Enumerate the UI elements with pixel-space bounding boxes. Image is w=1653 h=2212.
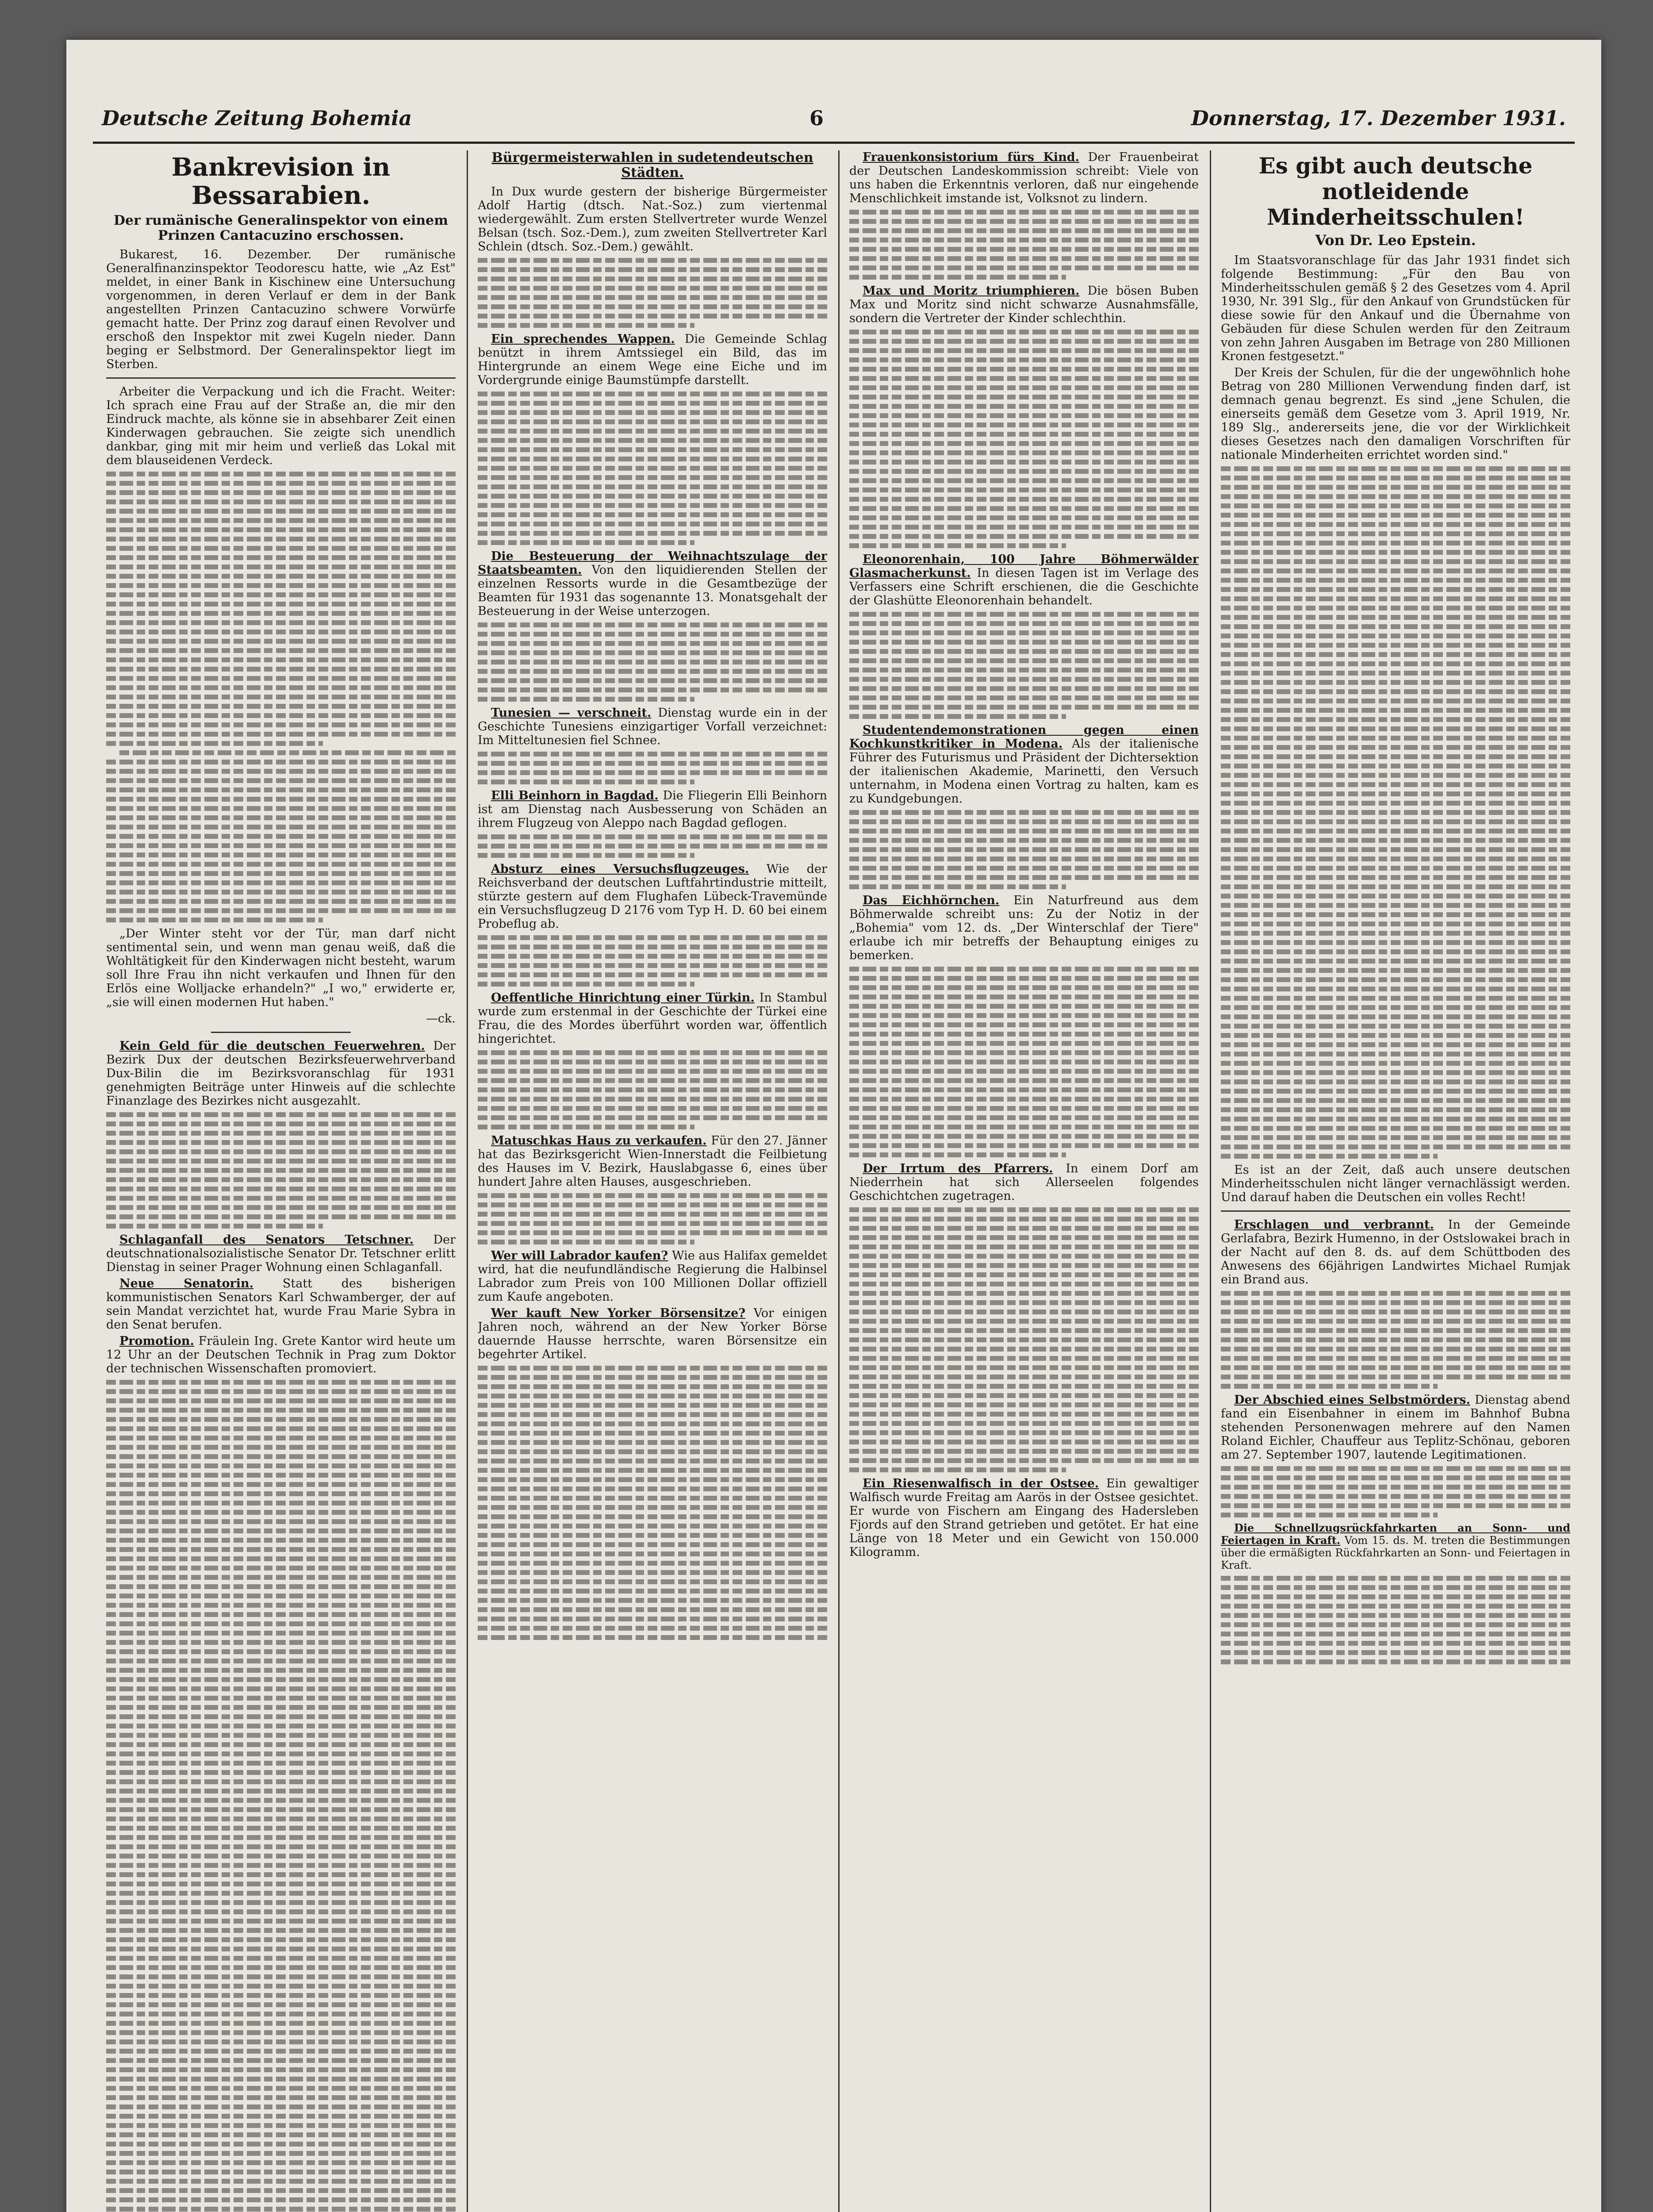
item-erschlagen bbox=[1221, 1218, 1570, 1286]
illegible-text-block bbox=[478, 392, 827, 545]
article-paragraph: In Dux wurde gestern der bisherige Bürgermeister Adolf Hartig (dtsch. Nat.-Soz.) zum viertenmal wiedergewählt. Zum ersten Stellvertreter wurde Wenzel Belsan (tsch. Soz.-Dem.), zum zweiten Stellvertreter Karl Schlein (dtsch. Soz.-Dem.) gewählt. bbox=[478, 185, 827, 253]
running-head bbox=[93, 106, 1575, 137]
illegible-text-block bbox=[478, 1193, 827, 1244]
item-text: Von den liquidierenden Stellen der einzelnen Ressorts wurde in die Gesamtbezüge der Beamten für 1931 das sogenannte 13. Monatsgehalt der Besteuerung in der Weise unterzogen. bbox=[478, 563, 827, 618]
item-heading: Erschlagen und verbrannt. bbox=[1234, 1218, 1434, 1232]
illegible-text-block bbox=[478, 1050, 827, 1129]
column-divider bbox=[1210, 150, 1211, 2212]
item-text: Als der italienische Führer des Futurismus und Präsident der Dichtersektion der italienischen Akademie, Marinetti, den Versuch unternahm, in Modena einen Vortrag zu halten, kam es zu Kundgebungen. bbox=[849, 737, 1199, 806]
item-text: Der Bezirk Dux der deutschen Bezirksfeuerwehrverband Dux-Bilin die im Bezirksvoranschlag für 1931 genehmigten Beiträge unter Hinweis auf die schlechte Finanzlage des Bezirkes nicht ausgezahlt. bbox=[106, 1039, 456, 1108]
item-hinrichtung bbox=[478, 991, 827, 1046]
item-feuerwehren bbox=[106, 1039, 456, 1108]
illegible-text-block bbox=[478, 1366, 827, 1640]
article-deck: Der rumänische Generalinspektor von einem Prinzen Cantacuzino erschossen. bbox=[114, 213, 448, 243]
article-divider bbox=[1221, 1210, 1570, 1212]
item-heading: Die Schnellzugsrückfahrkarten an Sonn- und Feiertagen in Kraft. bbox=[1221, 1521, 1570, 1547]
article-buergermeister bbox=[478, 150, 827, 328]
article-paragraph: Es ist an der Zeit, daß auch unsere deutschen Minderheitsschulen nicht länger vernachlässigt werden. Und darauf haben die Deutschen ein volles Recht! bbox=[1221, 1163, 1570, 1204]
article-byline: Von Dr. Leo Epstein. bbox=[1315, 232, 1476, 249]
item-text: Vom 15. ds. M. treten die Bestimmungen über die ermäßigten Rückfahrkarten an Sonn- und Feiertagen in Kraft. bbox=[1221, 1534, 1570, 1571]
item-heading: Neue Senatorin. bbox=[119, 1277, 254, 1290]
issue-date: Donnerstag, 17. Dezember 1931. bbox=[1191, 106, 1566, 130]
item-wappen bbox=[478, 332, 827, 387]
item-heading: Kein Geld für die deutschen Feuerwehren. bbox=[119, 1039, 425, 1053]
item-heading: Ein Riesenwalfisch in der Ostsee. bbox=[863, 1477, 1099, 1490]
newspaper-name: Deutsche Zeitung Bohemia bbox=[102, 106, 412, 130]
item-frauenrat bbox=[849, 150, 1199, 205]
column-3 bbox=[849, 150, 1199, 2212]
column-divider bbox=[467, 150, 468, 2212]
item-boersensitz bbox=[478, 1306, 827, 1361]
article-title: Bürgermeisterwahlen in sudetendeutschen Städten. bbox=[491, 150, 813, 180]
item-heading: Promotion. bbox=[119, 1334, 194, 1348]
item-beinhorn bbox=[478, 789, 827, 830]
item-text: In der Gemeinde Gerlafabra, Bezirk Humenno, in der Ostslowakei brach in der Nacht auf den 8. ds. auf dem Schüttboden des Anwesens des 66jährigen Landwirtes Michael Rumjak ein Brand aus. bbox=[1221, 1218, 1570, 1286]
item-studenten bbox=[849, 723, 1199, 806]
item-text: Ein Naturfreund aus dem Böhmerwalde schreibt uns: Zu der Notiz in der „Bohemia" vom 12. ds. „Der Winterschlaf der Tiere" erlaube ich mir betreffs der Behauptung einiges zu bemerken. bbox=[849, 894, 1199, 962]
illegible-text-block bbox=[1221, 466, 1570, 1159]
item-matuschka bbox=[478, 1134, 827, 1189]
item-heading: Studentendemonstrationen gegen einen Kochkunstkritiker in Modena. bbox=[849, 723, 1199, 751]
item-text: In einem Dorf am Niederrhein hat sich Allerseelen folgendes Geschichtchen zugetragen. bbox=[849, 1162, 1199, 1203]
item-text: Fräulein Ing. Grete Kantor wird heute um 12 Uhr an der Deutschen Technik in Prag zum Doktor der technischen Wissenschaften promoviert. bbox=[106, 1334, 456, 1375]
article-title: Bankrevision in Bessarabien. bbox=[171, 153, 391, 210]
article-paragraph: „Der Winter steht vor der Tür, man darf nicht sentimental sein, und wenn man genau weiß, daß die Wohltätigkeit für den Kinderwagen nicht besteht, warum soll Ihre Frau ihn nicht verkaufen und Ihnen für den Erlös eine Wolljacke erhandeln?" „I wo," erwiderte er, „sie will einen modernen Hut haben." bbox=[106, 927, 456, 1009]
item-heading: Ein sprechendes Wappen. bbox=[491, 332, 675, 346]
article-divider bbox=[106, 377, 456, 379]
column-1 bbox=[106, 150, 456, 2212]
article-paragraph: Bukarest, 16. Dezember. Der rumänische Generalfinanzinspektor Teodorescu hatte, wie „Az Est" meldet, in einer Bank in Kischinew eine Untersuchung vorgenommen, in deren Verlauf er dem in der Bank angestellten Prinzen Cantacuzino schwere Vorwürfe gemacht hatte. Der Prinz zog darauf einen Revolver und erschoß den Inspektor mit zwei Kugeln nieder. Dann beging er Selbstmord. Der Generalinspektor liegt im Sterben. bbox=[106, 248, 456, 371]
item-heading: Schlaganfall des Senators Tetschner. bbox=[119, 1233, 414, 1247]
item-heading: Wer kauft New Yorker Börsensitze? bbox=[491, 1306, 746, 1320]
item-text: Der Frauenbeirat der Deutschen Landeskommission schreibt: Viele von uns haben die Erkenntnis verloren, daß nur eingehende Menschlichkeit imstande ist, Volksnot zu lindern. bbox=[849, 150, 1199, 205]
illegible-text-block bbox=[849, 210, 1199, 280]
item-abschied bbox=[1221, 1393, 1570, 1462]
item-text: Wie aus Halifax gemeldet wird, hat die neufundländische Regierung die Halbinsel Labrador zum Preis von 100 Millionen Dollar offiziell zum Kaufe angeboten. bbox=[478, 1249, 827, 1304]
item-heading: Tunesien — verschneit. bbox=[491, 706, 652, 720]
item-promotion bbox=[106, 1334, 456, 1375]
illegible-text-block bbox=[1221, 1576, 1570, 1664]
article-paragraph: Im Staatsvoranschlage für das Jahr 1931 findet sich folgende Bestimmung: „Für den Bau von Minderheitsschulen gemäß § 2 des Gesetzes vom 4. April 1930, Nr. 391 Slg., für den Ankauf von Grundstücken für diese sowie für den Ankauf und die Übernahme von Gebäuden für diese Schulen werden für den Zeitraum von zehn Jahren Ausgaben im Betrage von 280 Millionen Kronen festgesetzt." bbox=[1221, 253, 1570, 363]
illegible-text-block bbox=[1221, 1291, 1570, 1389]
article-bankrevision bbox=[106, 153, 456, 371]
item-maxmoritz bbox=[849, 284, 1199, 325]
item-text: Dienstag wurde ein in der Geschichte Tunesiens einzigartiger Vorfall verzeichnet: Im Mitteltunesien fiel Schnee. bbox=[478, 706, 827, 747]
item-heading: Der Abschied eines Selbstmörders. bbox=[1234, 1393, 1470, 1407]
item-heading: Oeffentliche Hinrichtung einer Türkin. bbox=[491, 991, 755, 1005]
article-kinderwagen bbox=[106, 385, 456, 1025]
illegible-text-block bbox=[478, 752, 827, 784]
item-absturz bbox=[478, 862, 827, 931]
item-text: Die bösen Buben Max und Moritz sind nicht schwarze Ausnahmsfälle, sondern die Vertreter der Kinder schlechthin. bbox=[849, 284, 1199, 325]
page-number: 6 bbox=[809, 106, 824, 130]
item-heading: Max und Moritz triumphieren. bbox=[863, 284, 1080, 298]
item-senatorin bbox=[106, 1277, 456, 1332]
item-text: Für den 27. Jänner hat das Bezirksgericht Wien-Innerstadt die Feilbietung des Hauses im V. Bezirk, Hauslabgasse 6, eines über hundert Jahre alten Hauses, ausgeschrieben. bbox=[478, 1134, 827, 1189]
illegible-text-block bbox=[106, 472, 456, 922]
item-text: Die Gemeinde Schlag benützt in ihrem Amtssiegel ein Bild, das im Hintergrunde an einem Wege eine Eiche und im Vordergrunde einige Baumstümpfe darstellt. bbox=[478, 332, 827, 387]
item-weihnachtszulage bbox=[478, 549, 827, 618]
item-heading: Absturz eines Versuchsflugzeuges. bbox=[491, 862, 749, 876]
illegible-text-block bbox=[478, 622, 827, 702]
item-text: In diesen Tagen ist im Verlage des Verfassers eine Schrift erschienen, die die Geschichte der Glashütte Eleonorenhain behandelt. bbox=[849, 566, 1199, 607]
article-signature: —ck. bbox=[426, 1012, 456, 1025]
article-minderheitsschulen bbox=[1221, 153, 1570, 1204]
item-eichhoernchen bbox=[849, 894, 1199, 962]
item-heading: Der Irrtum des Pfarrers. bbox=[863, 1162, 1053, 1175]
item-text: In Stambul wurde zum erstenmal in der Geschichte der Türkei eine Frau, die des Mordes überführt worden war, öffentlich hingerichtet. bbox=[478, 991, 827, 1046]
article-divider bbox=[211, 1032, 351, 1033]
item-text: Wie der Reichsverband der deutschen Luftfahrtindustrie mitteilt, stürzte gestern auf dem Flughafen Lübeck-Travemünde ein Versuchsflugzeug D 2176 vom Typ H. D. 60 bei einem Probeflug ab. bbox=[478, 862, 827, 931]
item-heading: Das Eichhörnchen. bbox=[863, 894, 1000, 907]
illegible-text-block bbox=[849, 810, 1199, 889]
item-heading: Elli Beinhorn in Bagdad. bbox=[491, 789, 659, 803]
illegible-text-block bbox=[106, 1380, 456, 2212]
illegible-text-block bbox=[1221, 1466, 1570, 1517]
illegible-text-block bbox=[849, 330, 1199, 548]
item-heading: Matuschkas Haus zu verkaufen. bbox=[491, 1134, 707, 1148]
column-2 bbox=[478, 150, 827, 2212]
illegible-text-block bbox=[849, 612, 1199, 719]
article-paragraph: Der Kreis der Schulen, für die der ungewöhnlich hohe Betrag von 280 Millionen Verwendung finden darf, ist demnach genau begrenzt. Es sind „jene Schulen, die einerseits gemäß dem Gesetze vom 3. April 1919, Nr. 189 Slg., andererseits jene, die vor der Wirklichkeit dieses Gesetzes nach den damaligen Vorschriften für nationale Minderheiten errichtet worden sind." bbox=[1221, 366, 1570, 462]
illegible-text-block bbox=[478, 935, 827, 987]
item-sonntag bbox=[1221, 1522, 1570, 1571]
illegible-text-block bbox=[849, 967, 1199, 1157]
item-tetschner bbox=[106, 1233, 456, 1274]
item-heading: Wer will Labrador kaufen? bbox=[491, 1249, 668, 1263]
item-text: Vor einigen Jahren noch, während an der New Yorker Börse dauernde Hausse herrschte, waren Börsensitze ein begehrter Artikel. bbox=[478, 1306, 827, 1361]
item-text: Statt des bisherigen kommunistischen Senators Karl Schwamberger, der auf sein Mandat verzichtet hat, wurde Frau Marie Sybra in den Senat berufen. bbox=[106, 1277, 456, 1332]
illegible-text-block bbox=[106, 1112, 456, 1229]
item-text: Ein gewaltiger Walfisch wurde Freitag am Aarös in der Ostsee gesichtet. Er wurde von Fischern am Eingang des Hadersleben Fjords auf den Strand getrieben und getötet. Er hat eine Länge von 18 Meter und ein Gewicht von 150.000 Kilogramm. bbox=[849, 1477, 1199, 1559]
illegible-text-block bbox=[478, 258, 827, 328]
header-rule bbox=[93, 142, 1575, 144]
column-divider bbox=[838, 150, 840, 2212]
item-glas bbox=[849, 553, 1199, 607]
column-4 bbox=[1221, 150, 1570, 2212]
illegible-text-block bbox=[849, 1207, 1199, 1472]
item-tunesien bbox=[478, 706, 827, 747]
item-text: Die Fliegerin Elli Beinhorn ist am Dienstag nach Ausbesserung von Schäden an ihrem Flugzeug von Aleppo nach Bagdad geflogen. bbox=[478, 789, 827, 830]
newspaper-page bbox=[66, 40, 1601, 2212]
article-title: Es gibt auch deutsche notleidende Minderheitsschulen! bbox=[1258, 153, 1533, 230]
item-text: Dienstag abend fand ein Eisenbahner in einem im Bahnhof Bubna stehenden Personenwagen mehrere auf den Namen Roland Eichler, Chauffeur aus Teplitz-Schönau, geboren am 27. September 1907, lautende Legitimationen. bbox=[1221, 1393, 1570, 1462]
illegible-text-block bbox=[478, 834, 827, 858]
item-labrador bbox=[478, 1249, 827, 1304]
item-text: Der deutschnationalsozialistische Senator Dr. Tetschner erlitt Dienstag in seiner Prager Wohnung einen Schlaganfall. bbox=[106, 1233, 456, 1274]
item-pfarrer bbox=[849, 1162, 1199, 1203]
item-heading: Frauenkonsistorium fürs Kind. bbox=[863, 150, 1080, 164]
item-walfisch bbox=[849, 1477, 1199, 1559]
item-heading: Eleonorenhain, 100 Jahre Böhmerwälder Glasmacherkunst. bbox=[849, 553, 1199, 580]
item-heading: Die Besteuerung der Weihnachtszulage der Staatsbeamten. bbox=[478, 549, 827, 577]
article-paragraph: Arbeiter die Verpackung und ich die Fracht. Weiter: Ich sprach eine Frau auf der Straße an, die mir den Eindruck machte, als könne sie in absehbarer Zeit einen Kinderwagen gebrauchen. Sie zeigte sich unendlich dankbar, ging mit mir heim und verließ das Lokal mit dem blauseidenen Verdeck. bbox=[106, 385, 456, 467]
